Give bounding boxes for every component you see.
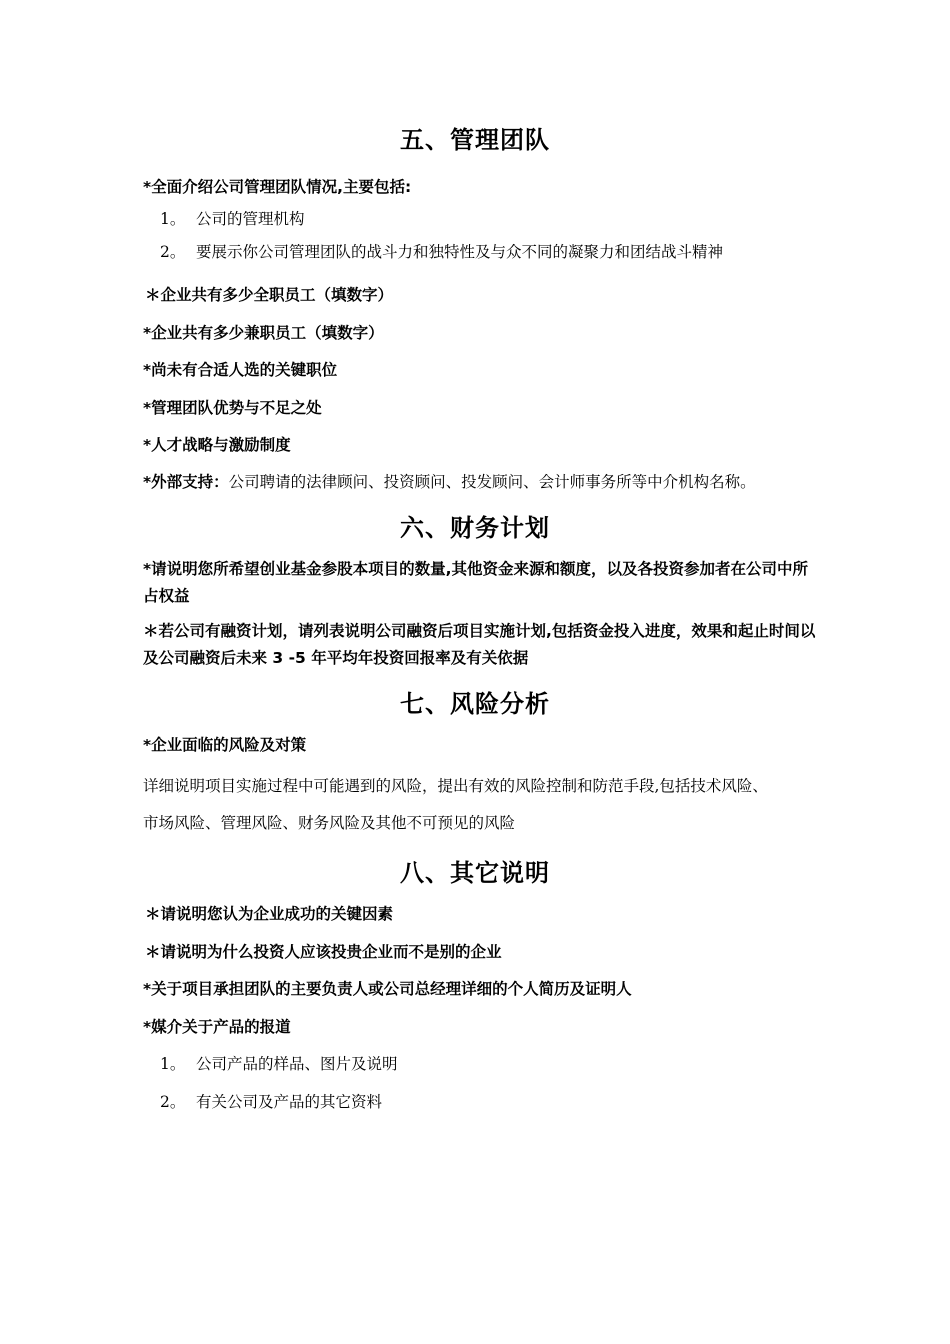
sec8-question-resume: *关于项目承担团队的主要负责人或公司总经理详细的个人简历及证明人 xyxy=(143,980,632,998)
external-label: *外部支持： xyxy=(143,473,229,491)
sec7-question-risks: *企业面临的风险及对策 xyxy=(143,736,307,754)
sec5-list-item-1 xyxy=(160,206,305,232)
list-number: 2。 xyxy=(160,1093,186,1111)
list-text: 公司的管理机构 xyxy=(196,210,305,228)
sec8-list-item-2 xyxy=(160,1089,382,1115)
list-text: 公司产品的样品、图片及说明 xyxy=(196,1055,398,1073)
sec5-list-item-2 xyxy=(160,239,723,265)
sec5-question-fulltime: ＊企业共有多少全职员工（填数字） xyxy=(145,286,394,304)
sec7-detail-line-1: 详细说明项目实施过程中可能遇到的风险，提出有效的风险控制和防范手段,包括技术风险、 xyxy=(143,777,768,795)
section-6-title: 六、财务计划 xyxy=(400,514,550,542)
sec6-paragraph-1: *请说明您所希望创业基金参股本项目的数量,其他资金来源和额度，以及各投资参加者在公司中所占权益 xyxy=(143,560,808,605)
section-7-title: 七、风险分析 xyxy=(400,690,550,718)
sec5-question-parttime: *企业共有多少兼职员工（填数字） xyxy=(143,324,384,342)
sec5-question-strengths: *管理团队优势与不足之处 xyxy=(143,399,322,417)
sec7-detail-line-2: 市场风险、管理风险、财务风险及其他不可预见的风险 xyxy=(143,814,516,832)
section-5-title: 五、管理团队 xyxy=(400,126,550,154)
sec8-question-media: *媒介关于产品的报道 xyxy=(143,1018,291,1036)
sec6-paragraph-2: ＊若公司有融资计划，请列表说明公司融资后项目实施计划,包括资金投入进度，效果和起止时间以及公司融资后未来 3 -5 年平均年投资回报率及有关依据 xyxy=(143,622,816,667)
sec8-question-why-invest: ＊请说明为什么投资人应该投贵企业而不是别的企业 xyxy=(145,943,502,961)
sec5-external-support xyxy=(143,469,823,495)
list-text: 要展示你公司管理团队的战斗力和独特性及与众不同的凝聚力和团结战斗精神 xyxy=(196,243,724,261)
list-text: 有关公司及产品的其它资料 xyxy=(196,1093,383,1111)
sec8-list-item-1 xyxy=(160,1051,398,1077)
sec5-intro: *全面介绍公司管理团队情况,主要包括: xyxy=(143,178,412,196)
list-number: 1。 xyxy=(160,1055,186,1073)
list-number: 2。 xyxy=(160,243,186,261)
sec8-question-success: ＊请说明您认为企业成功的关键因素 xyxy=(145,905,394,923)
external-text: 公司聘请的法律顾问、投资顾问、投发顾问、会计师事务所等中介机构名称。 xyxy=(228,473,756,491)
list-number: 1。 xyxy=(160,210,186,228)
section-8-title: 八、其它说明 xyxy=(400,859,550,887)
sec5-question-key-positions: *尚未有合适人选的关键职位 xyxy=(143,361,338,379)
sec5-question-talent: *人才战略与激励制度 xyxy=(143,436,291,454)
